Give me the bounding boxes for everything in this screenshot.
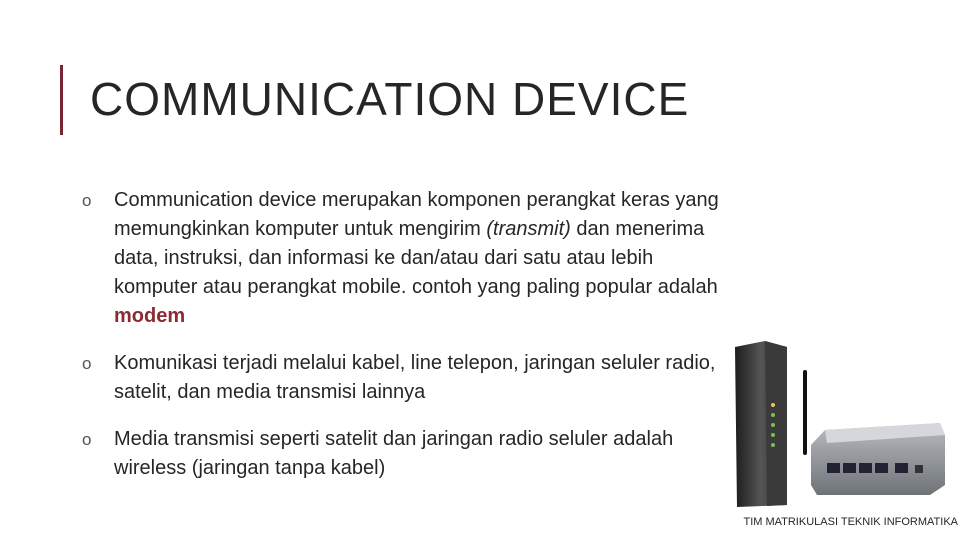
bullet-item-1 xyxy=(82,186,722,331)
bullet-list xyxy=(82,186,722,501)
bullet-item-2 xyxy=(82,349,722,407)
bullet-text-italic: (transmit) xyxy=(486,218,571,240)
router-icon xyxy=(803,370,945,495)
highlight-term: modem xyxy=(114,305,186,327)
device-illustration xyxy=(725,335,960,510)
bullet-text: Communication device merupakan komponen perangkat keras yang memungkinkan komputer untuk mengirim xyxy=(114,189,719,240)
bullet-marker: o xyxy=(82,354,92,373)
modem-icon xyxy=(735,341,787,507)
bullet-marker: o xyxy=(82,430,92,449)
slide-title: COMMUNICATION DEVICE xyxy=(90,73,690,125)
bullet-item-3 xyxy=(82,425,722,483)
bullet-marker: o xyxy=(82,191,92,210)
title-accent-bar xyxy=(60,65,63,135)
bullet-text: Media transmisi seperti satelit dan jaringan radio seluler adalah wireless (jaringan tanpa kabel) xyxy=(114,428,674,479)
bullet-text: dan menerima data, instruksi, dan informasi ke dan/atau dari satu atau lebih komputer atau perangkat mobile. contoh yang paling popular adalah xyxy=(114,218,718,298)
footer-text: TIM MATRIKULASI TEKNIK INFORMATIKA xyxy=(743,516,958,528)
bullet-text: Komunikasi terjadi melalui kabel, line telepon, jaringan seluler radio, satelit, dan media transmisi lainnya xyxy=(114,352,716,403)
